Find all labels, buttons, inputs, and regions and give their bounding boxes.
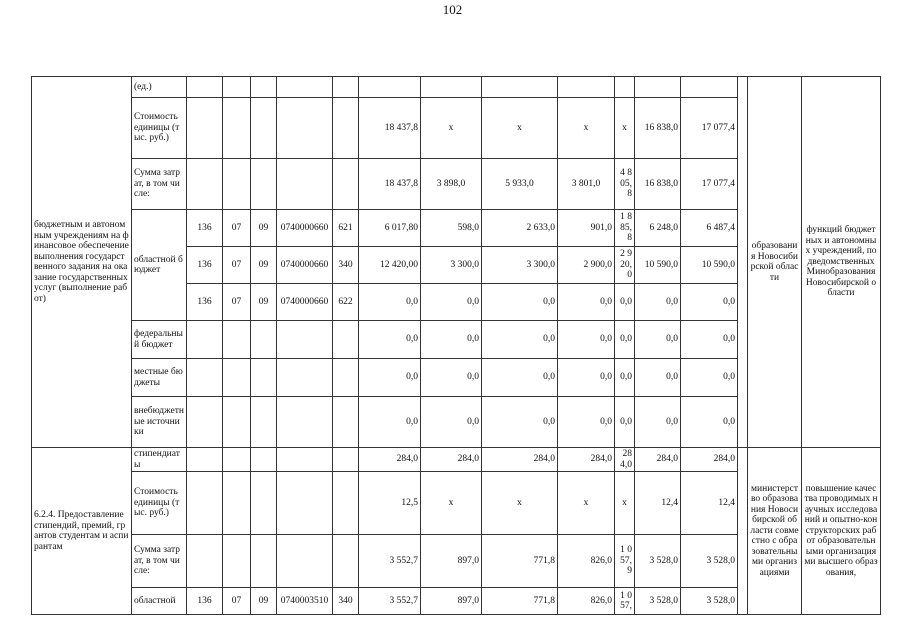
code-cell: 07 — [223, 247, 251, 284]
table-row — [32, 77, 881, 98]
value-cell: 16 838,0 — [635, 159, 681, 210]
value-cell: 0,0 — [558, 284, 615, 321]
code-cell: 340 — [333, 588, 359, 615]
code-cell: 340 — [333, 247, 359, 284]
value-cell: 5 933,0 — [482, 159, 558, 210]
code-cell: 136 — [187, 247, 223, 284]
code-cell: 136 — [187, 588, 223, 615]
code-cell: 07 — [223, 284, 251, 321]
value-cell: 0,0 — [482, 397, 558, 448]
value-cell: 1 885,8 — [615, 210, 635, 247]
value-cell: 0,0 — [615, 284, 635, 321]
row-label: федеральный бюджет — [132, 321, 187, 359]
value-cell: x — [615, 98, 635, 159]
code-cell: 622 — [333, 284, 359, 321]
value-cell: 0,0 — [482, 359, 558, 397]
value-cell: 284,0 — [615, 448, 635, 472]
value-cell: 284,0 — [359, 448, 421, 472]
value-cell: 0,0 — [615, 321, 635, 359]
value-cell: x — [421, 98, 482, 159]
row-label: Сумма затрат, в том числе: — [132, 159, 187, 210]
value-cell: 3 552,7 — [359, 535, 421, 588]
value-cell: 18 437,8 — [359, 159, 421, 210]
value-cell: x — [558, 98, 615, 159]
value-cell: 901,0 — [558, 210, 615, 247]
result-cell: функций бюджетных и автономных учреждений, подведомственных Минобразования Новосибирской области — [802, 77, 881, 448]
value-cell: 284,0 — [558, 448, 615, 472]
value-cell: 0,0 — [421, 321, 482, 359]
value-cell: 0,0 — [681, 284, 738, 321]
value-cell: 2 900,0 — [558, 247, 615, 284]
result-cell: повышение качества проводимых научных исследований и опытно-конструкторских работ образовательными организациями высшего образования, — [802, 448, 881, 615]
value-cell: 0,0 — [421, 284, 482, 321]
value-cell: 6 017,80 — [359, 210, 421, 247]
value-cell: 0,0 — [482, 284, 558, 321]
value-cell: 0,0 — [558, 321, 615, 359]
value-cell: 3 528,0 — [635, 535, 681, 588]
code-cell: 621 — [333, 210, 359, 247]
value-cell: 18 437,8 — [359, 98, 421, 159]
value-cell: 0,0 — [359, 359, 421, 397]
code-cell: 09 — [251, 588, 277, 615]
value-cell: 3 898,0 — [421, 159, 482, 210]
program-table — [31, 76, 881, 615]
value-cell: x — [482, 98, 558, 159]
row-label: Сумма затрат, в том числе: — [132, 535, 187, 588]
value-cell: 3 801,0 — [558, 159, 615, 210]
value-cell: 12,4 — [635, 472, 681, 535]
value-cell: 771,8 — [482, 535, 558, 588]
value-cell: 1 057,9 — [615, 535, 635, 588]
code-cell: 09 — [251, 210, 277, 247]
value-cell: 0,0 — [615, 359, 635, 397]
value-cell: 771,8 — [482, 588, 558, 615]
value-cell: 0,0 — [558, 397, 615, 448]
code-cell: 0740000660 — [277, 284, 333, 321]
value-cell: 3 300,0 — [482, 247, 558, 284]
value-cell: 284,0 — [421, 448, 482, 472]
code-cell: 07 — [223, 588, 251, 615]
code-cell: 09 — [251, 284, 277, 321]
row-label: местные бюджеты — [132, 359, 187, 397]
value-cell: 12,4 — [681, 472, 738, 535]
code-cell: 0740000660 — [277, 247, 333, 284]
value-cell: 284,0 — [482, 448, 558, 472]
row-label: областной бюджет — [132, 210, 187, 321]
code-cell: 136 — [187, 284, 223, 321]
row-label: Стоимость единицы (тыс. руб.) — [132, 98, 187, 159]
value-cell: 0,0 — [421, 359, 482, 397]
value-cell: 897,0 — [421, 588, 482, 615]
value-cell: 598,0 — [421, 210, 482, 247]
value-cell: 17 077,4 — [681, 159, 738, 210]
value-cell: 0,0 — [421, 397, 482, 448]
value-cell: 3 528,0 — [681, 588, 738, 615]
page-number: 102 — [442, 2, 463, 17]
code-cell: 0740003510 — [277, 588, 333, 615]
row-label: внебюджетные источники — [132, 397, 187, 448]
executor-cell: образования Новосибирской области — [748, 77, 802, 448]
value-cell: 16 838,0 — [635, 98, 681, 159]
row-label: (ед.) — [132, 77, 187, 98]
value-cell: 0,0 — [359, 321, 421, 359]
value-cell: 6 487,4 — [681, 210, 738, 247]
value-cell: 0,0 — [681, 359, 738, 397]
value-cell: 0,0 — [635, 284, 681, 321]
row-label: стипендиаты — [132, 448, 187, 472]
value-cell: 0,0 — [359, 284, 421, 321]
value-cell: 12 420,00 — [359, 247, 421, 284]
measure-name-cell: бюджетным и автономным учреждениям на финансовое обеспечение выполнения государственного задания на оказание государственных услуг (выполнение работ) — [32, 77, 132, 448]
value-cell: x — [615, 472, 635, 535]
value-cell: 826,0 — [558, 588, 615, 615]
value-cell: 284,0 — [635, 448, 681, 472]
value-cell: 0,0 — [681, 321, 738, 359]
value-cell: 0,0 — [681, 397, 738, 448]
value-cell: 3 528,0 — [681, 535, 738, 588]
code-cell: 0740000660 — [277, 210, 333, 247]
value-cell: 0,0 — [482, 321, 558, 359]
value-cell: 2 633,0 — [482, 210, 558, 247]
value-cell: 17 077,4 — [681, 98, 738, 159]
value-cell: 0,0 — [359, 397, 421, 448]
value-cell: 1 057, — [615, 588, 635, 615]
value-cell: 10 590,0 — [681, 247, 738, 284]
value-cell: 0,0 — [635, 321, 681, 359]
value-cell: 2 920,0 — [615, 247, 635, 284]
value-cell: 0,0 — [635, 359, 681, 397]
value-cell: 4 805,8 — [615, 159, 635, 210]
value-cell: 3 300,0 — [421, 247, 482, 284]
value-cell: 10 590,0 — [635, 247, 681, 284]
value-cell: 0,0 — [558, 359, 615, 397]
value-cell: x — [558, 472, 615, 535]
value-cell: 0,0 — [635, 397, 681, 448]
executor-cell: министерство образования Новосибирской области совместно с образовательными организациями — [748, 448, 802, 615]
value-cell: 12,5 — [359, 472, 421, 535]
value-cell: x — [421, 472, 482, 535]
value-cell: 3 528,0 — [635, 588, 681, 615]
value-cell: 897,0 — [421, 535, 482, 588]
measure-name-cell: 6.2.4. Предоставление стипендий, премий, грантов студентам и аспирантам — [32, 448, 132, 615]
value-cell: 6 248,0 — [635, 210, 681, 247]
value-cell: 284,0 — [681, 448, 738, 472]
row-label: Стоимость единицы (тыс. руб.) — [132, 472, 187, 535]
row-label: областной — [132, 588, 187, 615]
code-cell: 136 — [187, 210, 223, 247]
value-cell: 3 552,7 — [359, 588, 421, 615]
table-row — [32, 448, 881, 472]
code-cell: 07 — [223, 210, 251, 247]
value-cell: 826,0 — [558, 535, 615, 588]
value-cell: 0,0 — [615, 397, 635, 448]
code-cell: 09 — [251, 247, 277, 284]
value-cell: x — [482, 472, 558, 535]
